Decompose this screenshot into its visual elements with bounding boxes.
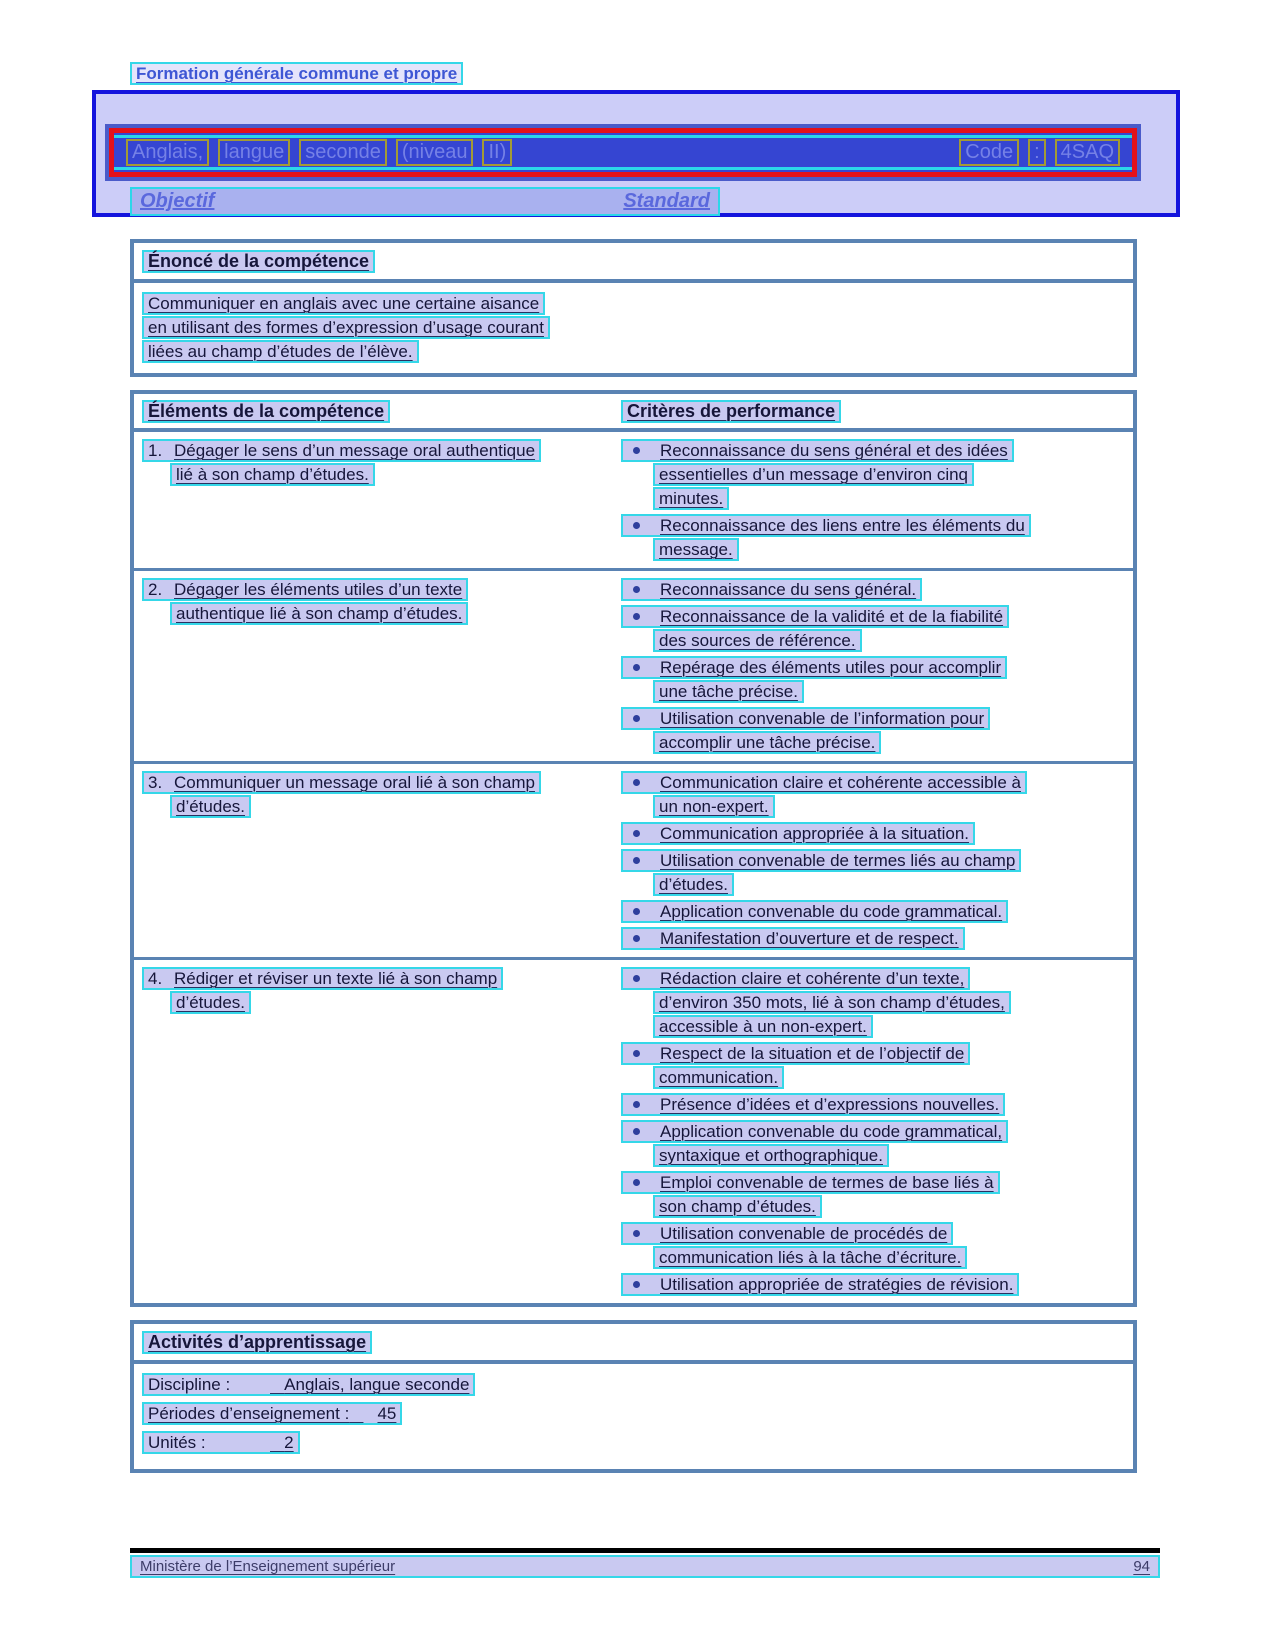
criteria-line — [621, 578, 922, 601]
enonce-line-row — [142, 292, 1125, 315]
criteria-line — [621, 822, 975, 845]
criteria-line-text: Communication claire et cohérente accessible à — [660, 773, 1021, 792]
criteria-line — [621, 1273, 1019, 1296]
criteria-line-row — [621, 1120, 1125, 1143]
criteria-line-row — [653, 629, 1125, 652]
element-cell — [142, 578, 621, 755]
criteria-line — [653, 629, 862, 652]
objectif-standard-highlight — [130, 187, 720, 216]
elements-header: Éléments de la compétence — [142, 400, 390, 423]
criteria-line-row — [621, 605, 1125, 628]
criteria-line — [621, 514, 1031, 537]
enonce-line: liées au champ d’études de l’élève. — [142, 340, 419, 363]
element-line — [170, 602, 468, 625]
element-line — [142, 771, 541, 794]
competence-table-header — [134, 394, 1133, 432]
criteria-line-text: Utilisation appropriée de stratégies de révision. — [660, 1275, 1014, 1294]
activity-label: Unités : — [148, 1433, 206, 1452]
criteria-line-row — [653, 680, 1125, 703]
element-line-row — [142, 771, 621, 794]
criteria-line-text: Reconnaissance du sens général et des idées — [660, 441, 1008, 460]
criteria-line-row — [653, 795, 1125, 818]
element-line — [142, 967, 503, 990]
element-line — [142, 578, 468, 601]
activites-box — [130, 1320, 1137, 1473]
criteria-cell — [621, 967, 1125, 1297]
element-line-text: d’études. — [176, 797, 245, 816]
banner-code-word: 4SAQ — [1055, 139, 1120, 166]
criteria-line-text: Rédaction claire et cohérente d’un texte, — [660, 969, 965, 988]
activity-line — [142, 1373, 475, 1396]
bullet-icon — [633, 613, 640, 620]
competence-table — [130, 390, 1137, 1307]
criteria-line-row — [653, 1246, 1125, 1269]
criteria-line-row — [621, 967, 1125, 990]
course-banner — [114, 135, 1132, 170]
bullet-icon — [633, 1050, 640, 1057]
criteria-line-text: Repérage des éléments utiles pour accomplir — [660, 658, 1002, 677]
banner-word: seconde — [299, 139, 387, 166]
element-cell — [142, 439, 621, 562]
criteria-line — [653, 463, 974, 486]
objectif-standard-row — [130, 187, 720, 216]
criteria-line-text: un non-expert. — [659, 797, 769, 816]
enonce-box — [130, 239, 1137, 377]
elements-header-cell — [142, 400, 621, 423]
criteria-line — [621, 1042, 970, 1065]
activity-value: Anglais, langue seconde — [284, 1375, 470, 1394]
criteria-line-text: Présence d’idées et d’expressions nouvelles. — [660, 1095, 1000, 1114]
course-code-words — [959, 139, 1120, 166]
activity-label: Périodes d’enseignement : — [148, 1404, 350, 1423]
criteria-line — [621, 1093, 1005, 1116]
footer-rule — [130, 1548, 1160, 1553]
enonce-line-row — [142, 316, 1125, 339]
criteres-header-cell — [621, 400, 1125, 423]
standard-heading: Standard — [623, 190, 710, 212]
bullet-icon — [633, 586, 640, 593]
criteria-line — [621, 849, 1021, 872]
criteria-line-text: son champ d’études. — [659, 1197, 816, 1216]
competence-rows — [134, 432, 1133, 1303]
bullet-icon — [633, 1128, 640, 1135]
criteria-line — [621, 771, 1027, 794]
activity-label: Discipline : — [148, 1375, 231, 1394]
criteria-line-row — [621, 849, 1125, 872]
criteria-line — [653, 487, 729, 510]
banner-code-word: Code — [959, 139, 1019, 166]
criteria-line-text: d’études. — [659, 875, 728, 894]
criteria-line — [621, 927, 965, 950]
criteria-line-row — [653, 873, 1125, 896]
bullet-icon — [633, 935, 640, 942]
criteria-line-row — [621, 771, 1125, 794]
footer-bar — [130, 1555, 1160, 1578]
criteria-line-row — [653, 1066, 1125, 1089]
element-line-text: Rédiger et réviser un texte lié à son champ — [174, 969, 498, 988]
bullet-icon — [633, 664, 640, 671]
criteria-line-text: d’environ 350 mots, lié à son champ d’études, — [659, 993, 1005, 1012]
activity-line — [142, 1431, 300, 1454]
criteria-line-text: Utilisation convenable de termes liés au champ — [660, 851, 1016, 870]
criteria-line-text: Reconnaissance de la validité et de la fiabilité — [660, 607, 1004, 626]
enonce-line: en utilisant des formes d’expression d’usage courant — [142, 316, 550, 339]
criteria-line-row — [653, 731, 1125, 754]
element-line-text: lié à son champ d’études. — [176, 465, 369, 484]
criteria-line — [621, 900, 1008, 923]
element-line-text: d’études. — [176, 993, 245, 1012]
banner-word: langue — [218, 139, 290, 166]
element-line-row — [170, 463, 621, 486]
criteria-line-row — [621, 578, 1125, 601]
criteria-line-row — [653, 1195, 1125, 1218]
bullet-icon — [633, 830, 640, 837]
activity-line-row — [142, 1431, 1125, 1454]
criteria-line-text: Respect de la situation et de l’objectif de — [660, 1044, 965, 1063]
criteria-line-text: une tâche précise. — [659, 682, 798, 701]
criteria-line-text: communication. — [659, 1068, 779, 1087]
element-line — [170, 463, 375, 486]
criteres-header: Critères de performance — [621, 400, 841, 423]
bullet-icon — [633, 1230, 640, 1237]
element-line-row — [142, 439, 621, 462]
criteria-line-row — [653, 1015, 1125, 1038]
criteria-line-row — [621, 1093, 1125, 1116]
criteria-line-row — [621, 1042, 1125, 1065]
criteria-line — [621, 605, 1009, 628]
element-number: 4. — [148, 969, 163, 988]
element-cell — [142, 771, 621, 951]
bullet-icon — [633, 715, 640, 722]
criteria-line-text: minutes. — [659, 489, 724, 508]
activity-value: 45 — [377, 1404, 397, 1423]
element-line — [142, 439, 541, 462]
criteria-cell — [621, 578, 1125, 755]
criteria-line-text: Emploi convenable de termes de base liés à — [660, 1173, 994, 1192]
enonce-line: Communiquer en anglais avec une certaine aisance — [142, 292, 545, 315]
criteria-line-text: Communication appropriée à la situation. — [660, 824, 970, 843]
criteria-line-row — [653, 487, 1125, 510]
criteria-line — [621, 1222, 953, 1245]
activity-line — [142, 1402, 402, 1425]
criteria-line — [653, 680, 804, 703]
activity-value: 2 — [284, 1433, 294, 1452]
activites-header — [134, 1324, 1133, 1364]
banner-code-word: : — [1028, 139, 1046, 166]
course-banner-band — [105, 124, 1141, 181]
element-number: 3. — [148, 773, 163, 792]
activites-title: Activités d’apprentissage — [142, 1331, 372, 1354]
criteria-line-text: essentielles d’un message d’environ cinq — [659, 465, 969, 484]
criteria-line-text: Application convenable du code grammatical. — [660, 902, 1003, 921]
enonce-line-row — [142, 340, 1125, 363]
element-line — [170, 991, 251, 1014]
criteria-line-text: message. — [659, 540, 733, 559]
page-footer — [130, 1548, 1160, 1578]
criteria-line-text: accomplir une tâche précise. — [659, 733, 876, 752]
criteria-line-row — [621, 1273, 1125, 1296]
activites-body — [134, 1364, 1133, 1469]
element-line-text: Dégager les éléments utiles d’un texte — [174, 580, 463, 599]
criteria-line-row — [621, 822, 1125, 845]
criteria-line — [621, 1171, 1000, 1194]
criteria-line-text: Utilisation convenable de l’information pour — [660, 709, 985, 728]
bullet-icon — [633, 857, 640, 864]
element-line-row — [142, 967, 621, 990]
element-line-row — [170, 991, 621, 1014]
criteria-line — [653, 1015, 873, 1038]
criteria-line — [621, 707, 990, 730]
criteria-line-row — [653, 1144, 1125, 1167]
element-line-text: Dégager le sens d’un message oral authentique — [174, 441, 536, 460]
criteria-line — [653, 731, 881, 754]
activity-line-row — [142, 1402, 1125, 1425]
bullet-icon — [633, 975, 640, 982]
criteria-line-text: Application convenable du code grammatical, — [660, 1122, 1003, 1141]
criteria-line-row — [621, 900, 1125, 923]
enonce-title: Énoncé de la compétence — [142, 250, 375, 273]
footer-page-number: 94 — [1133, 1558, 1150, 1575]
element-line-row — [170, 795, 621, 818]
table-row — [134, 960, 1133, 1303]
criteria-line-row — [621, 1222, 1125, 1245]
criteria-line — [653, 873, 734, 896]
element-line-row — [142, 578, 621, 601]
enonce-header — [134, 243, 1133, 283]
enonce-body — [134, 283, 1133, 373]
criteria-cell — [621, 771, 1125, 951]
element-line-text: Communiquer un message oral lié à son champ — [174, 773, 535, 792]
element-cell — [142, 967, 621, 1297]
course-title-words — [126, 139, 512, 166]
criteria-line-text: Manifestation d’ouverture et de respect. — [660, 929, 959, 948]
table-row — [134, 764, 1133, 960]
top-label: Formation générale commune et propre — [130, 62, 463, 85]
criteria-line-row — [621, 439, 1125, 462]
criteria-line-row — [621, 707, 1125, 730]
bullet-icon — [633, 779, 640, 786]
criteria-line-row — [621, 514, 1125, 537]
criteria-line-text: Reconnaissance des liens entre les éléments du — [660, 516, 1025, 535]
criteria-line-text: communication liés à la tâche d’écriture. — [659, 1248, 962, 1267]
criteria-line-text: Reconnaissance du sens général. — [660, 580, 917, 599]
banner-word: Anglais, — [126, 139, 209, 166]
criteria-line-row — [621, 1171, 1125, 1194]
criteria-line-text: des sources de référence. — [659, 631, 856, 650]
criteria-line-row — [653, 991, 1125, 1014]
criteria-line — [621, 967, 970, 990]
criteria-line-text: accessible à un non-expert. — [659, 1017, 867, 1036]
element-line-text: authentique lié à son champ d’études. — [176, 604, 463, 623]
element-line-row — [170, 602, 621, 625]
criteria-line — [653, 1144, 889, 1167]
footer-ministry: Ministère de l’Enseignement supérieur — [140, 1558, 396, 1575]
banner-word: II) — [482, 139, 512, 166]
table-row — [134, 432, 1133, 571]
bullet-icon — [633, 1179, 640, 1186]
criteria-cell — [621, 439, 1125, 562]
title-block — [92, 90, 1180, 217]
criteria-line — [621, 1120, 1008, 1143]
top-label-row — [130, 62, 1275, 85]
criteria-line — [653, 1066, 784, 1089]
banner-word: (niveau — [396, 139, 474, 166]
criteria-line-text: syntaxique et orthographique. — [659, 1146, 883, 1165]
activity-line-row — [142, 1373, 1125, 1396]
criteria-line-row — [653, 463, 1125, 486]
criteria-line-row — [653, 538, 1125, 561]
criteria-line-text: Utilisation convenable de procédés de — [660, 1224, 948, 1243]
criteria-line-row — [621, 927, 1125, 950]
criteria-line — [653, 1195, 822, 1218]
criteria-line — [621, 439, 1014, 462]
criteria-line — [653, 991, 1011, 1014]
bullet-icon — [633, 522, 640, 529]
course-banner-red-frame — [109, 128, 1137, 177]
element-number: 2. — [148, 580, 163, 599]
element-number: 1. — [148, 441, 163, 460]
bullet-icon — [633, 908, 640, 915]
objectif-heading: Objectif — [140, 190, 215, 212]
bullet-icon — [633, 1101, 640, 1108]
criteria-line — [653, 1246, 967, 1269]
bullet-icon — [633, 447, 640, 454]
table-row — [134, 571, 1133, 764]
criteria-line — [621, 656, 1007, 679]
element-line — [170, 795, 251, 818]
bullet-icon — [633, 1281, 640, 1288]
criteria-line — [653, 795, 775, 818]
criteria-line-row — [621, 656, 1125, 679]
criteria-line — [653, 538, 739, 561]
